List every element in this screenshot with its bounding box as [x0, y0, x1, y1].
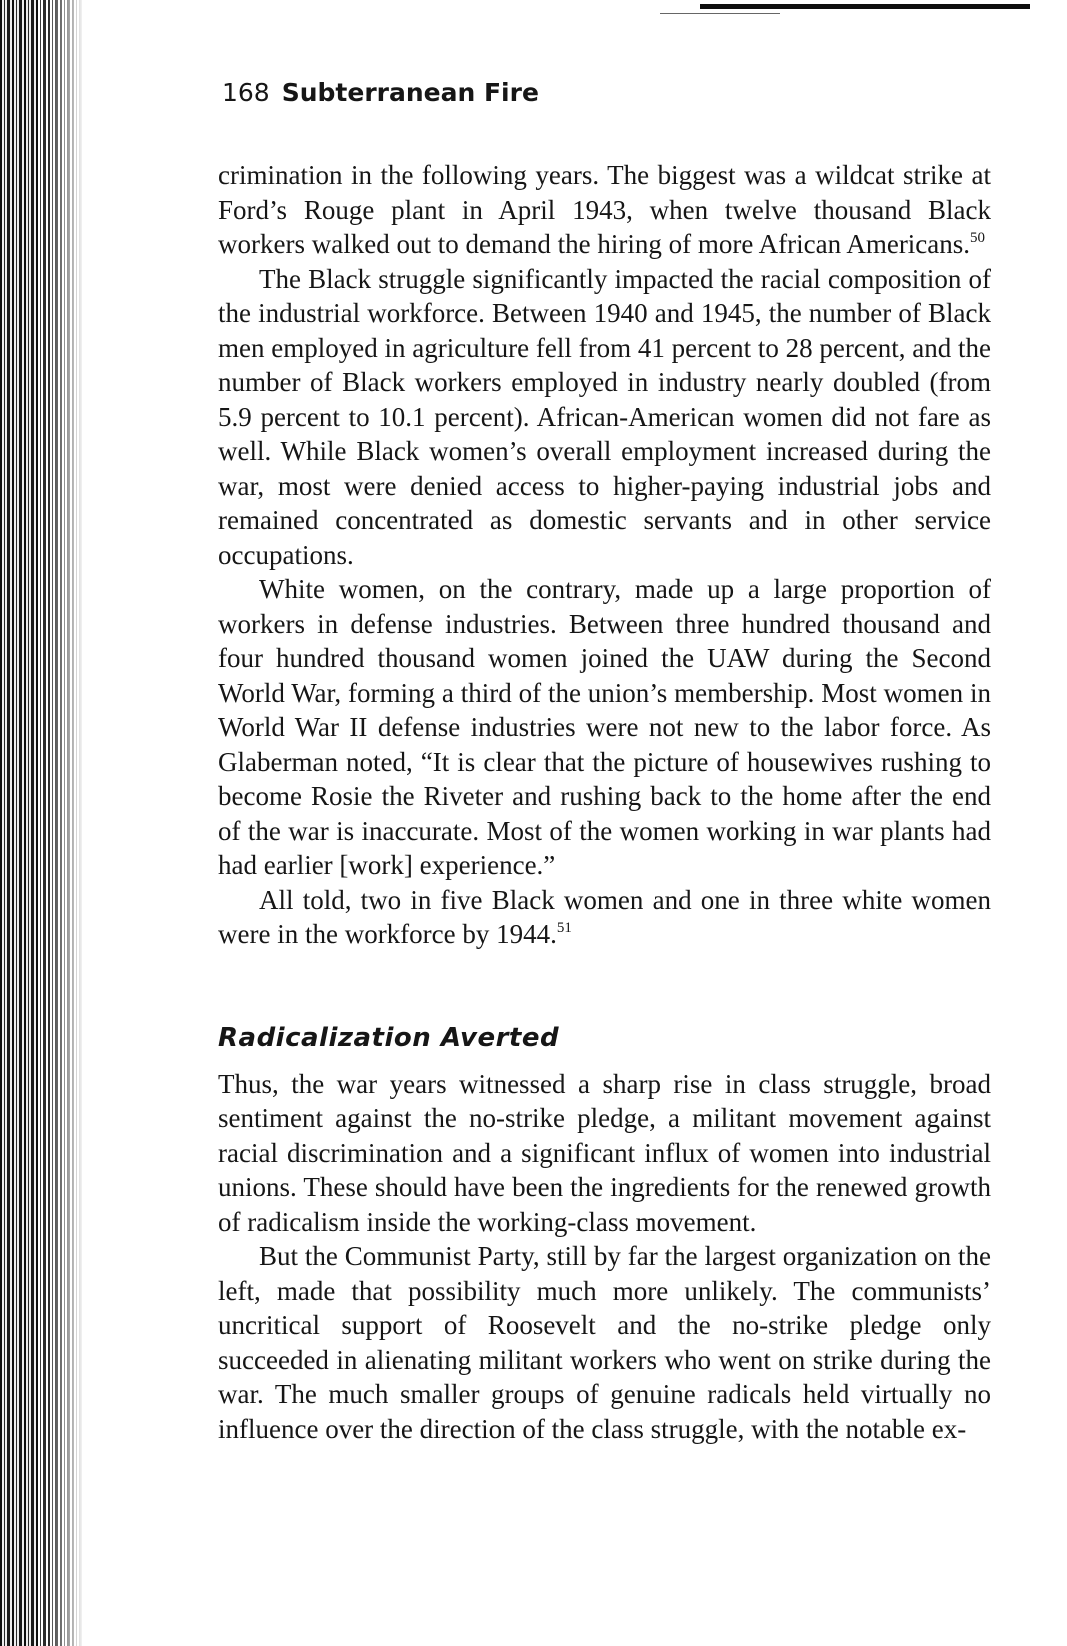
book-title: Subterranean Fire	[281, 78, 539, 107]
running-head	[222, 78, 539, 108]
footnote-ref: 51	[556, 920, 572, 936]
scan-top-edge	[700, 4, 1030, 9]
paragraph-continued: crimination in the following years. The biggest was a wildcat strike at Ford’s Rouge plant in April 1943, when twelve thousand Black workers walked out to demand the hiring of more African Americans.$^{50}$	[218, 160, 991, 259]
paragraph: Thus, the war years witnessed a sharp rise in class struggle, broad sentiment against the no-strike pledge, a militant movement against racial discrimination and a significant influx of women into industrial unions. These should have been the ingredients for the renewed growth of radicalism inside the working-class movement.	[218, 1068, 991, 1237]
body-text	[218, 158, 991, 1446]
footnote-ref: 50	[970, 230, 986, 246]
page-number: 168	[222, 78, 270, 107]
scan-top-line	[660, 13, 780, 14]
paragraph: The Black struggle significantly impacted the racial composition of the industrial workforce. Between 1940 and 1945, the number of Black men employed in agriculture fell from 41 percent to 28 percent, and the number of Black workers employed in industry nearly doubled (from 5.9 percent to 10.1 percent). African-American women did not fare as well. While Black women’s overall employment increased during the war, most were denied access to higher-paying industrial jobs and remained concentrated as domestic servants and in other service occupations.	[218, 263, 991, 570]
scan-spine-edge	[0, 0, 84, 1646]
paragraph: White women, on the contrary, made up a large proportion of workers in defense industries. Between three hundred thousand and four hundred thousand women joined the UAW during the Second World War, forming a third of the union’s membership. Most women in World War II defense industries were not new to the labor force. As Glaberman noted, “It is clear that the picture of housewives rushing to become Rosie the Riveter and rushing back to the home after the end of the war is inaccurate. Most of the women working in war plants had had earlier [work] experience.”	[218, 574, 991, 880]
section-heading: Radicalization Averted	[218, 1022, 560, 1053]
paragraph: But the Communist Party, still by far the largest organization on the left, made that possibility much more unlikely. The communists’ uncritical support of Roosevelt and the no-strike pledge only succeeded in alienating militant workers who went on strike during the war. The much smaller groups of genuine radicals held virtually no influence over the direction of the class struggle, with the notable ex-	[218, 1241, 991, 1444]
paragraph: All told, two in five Black women and one in three white women were in the workforce by 1944.51	[218, 884, 991, 949]
